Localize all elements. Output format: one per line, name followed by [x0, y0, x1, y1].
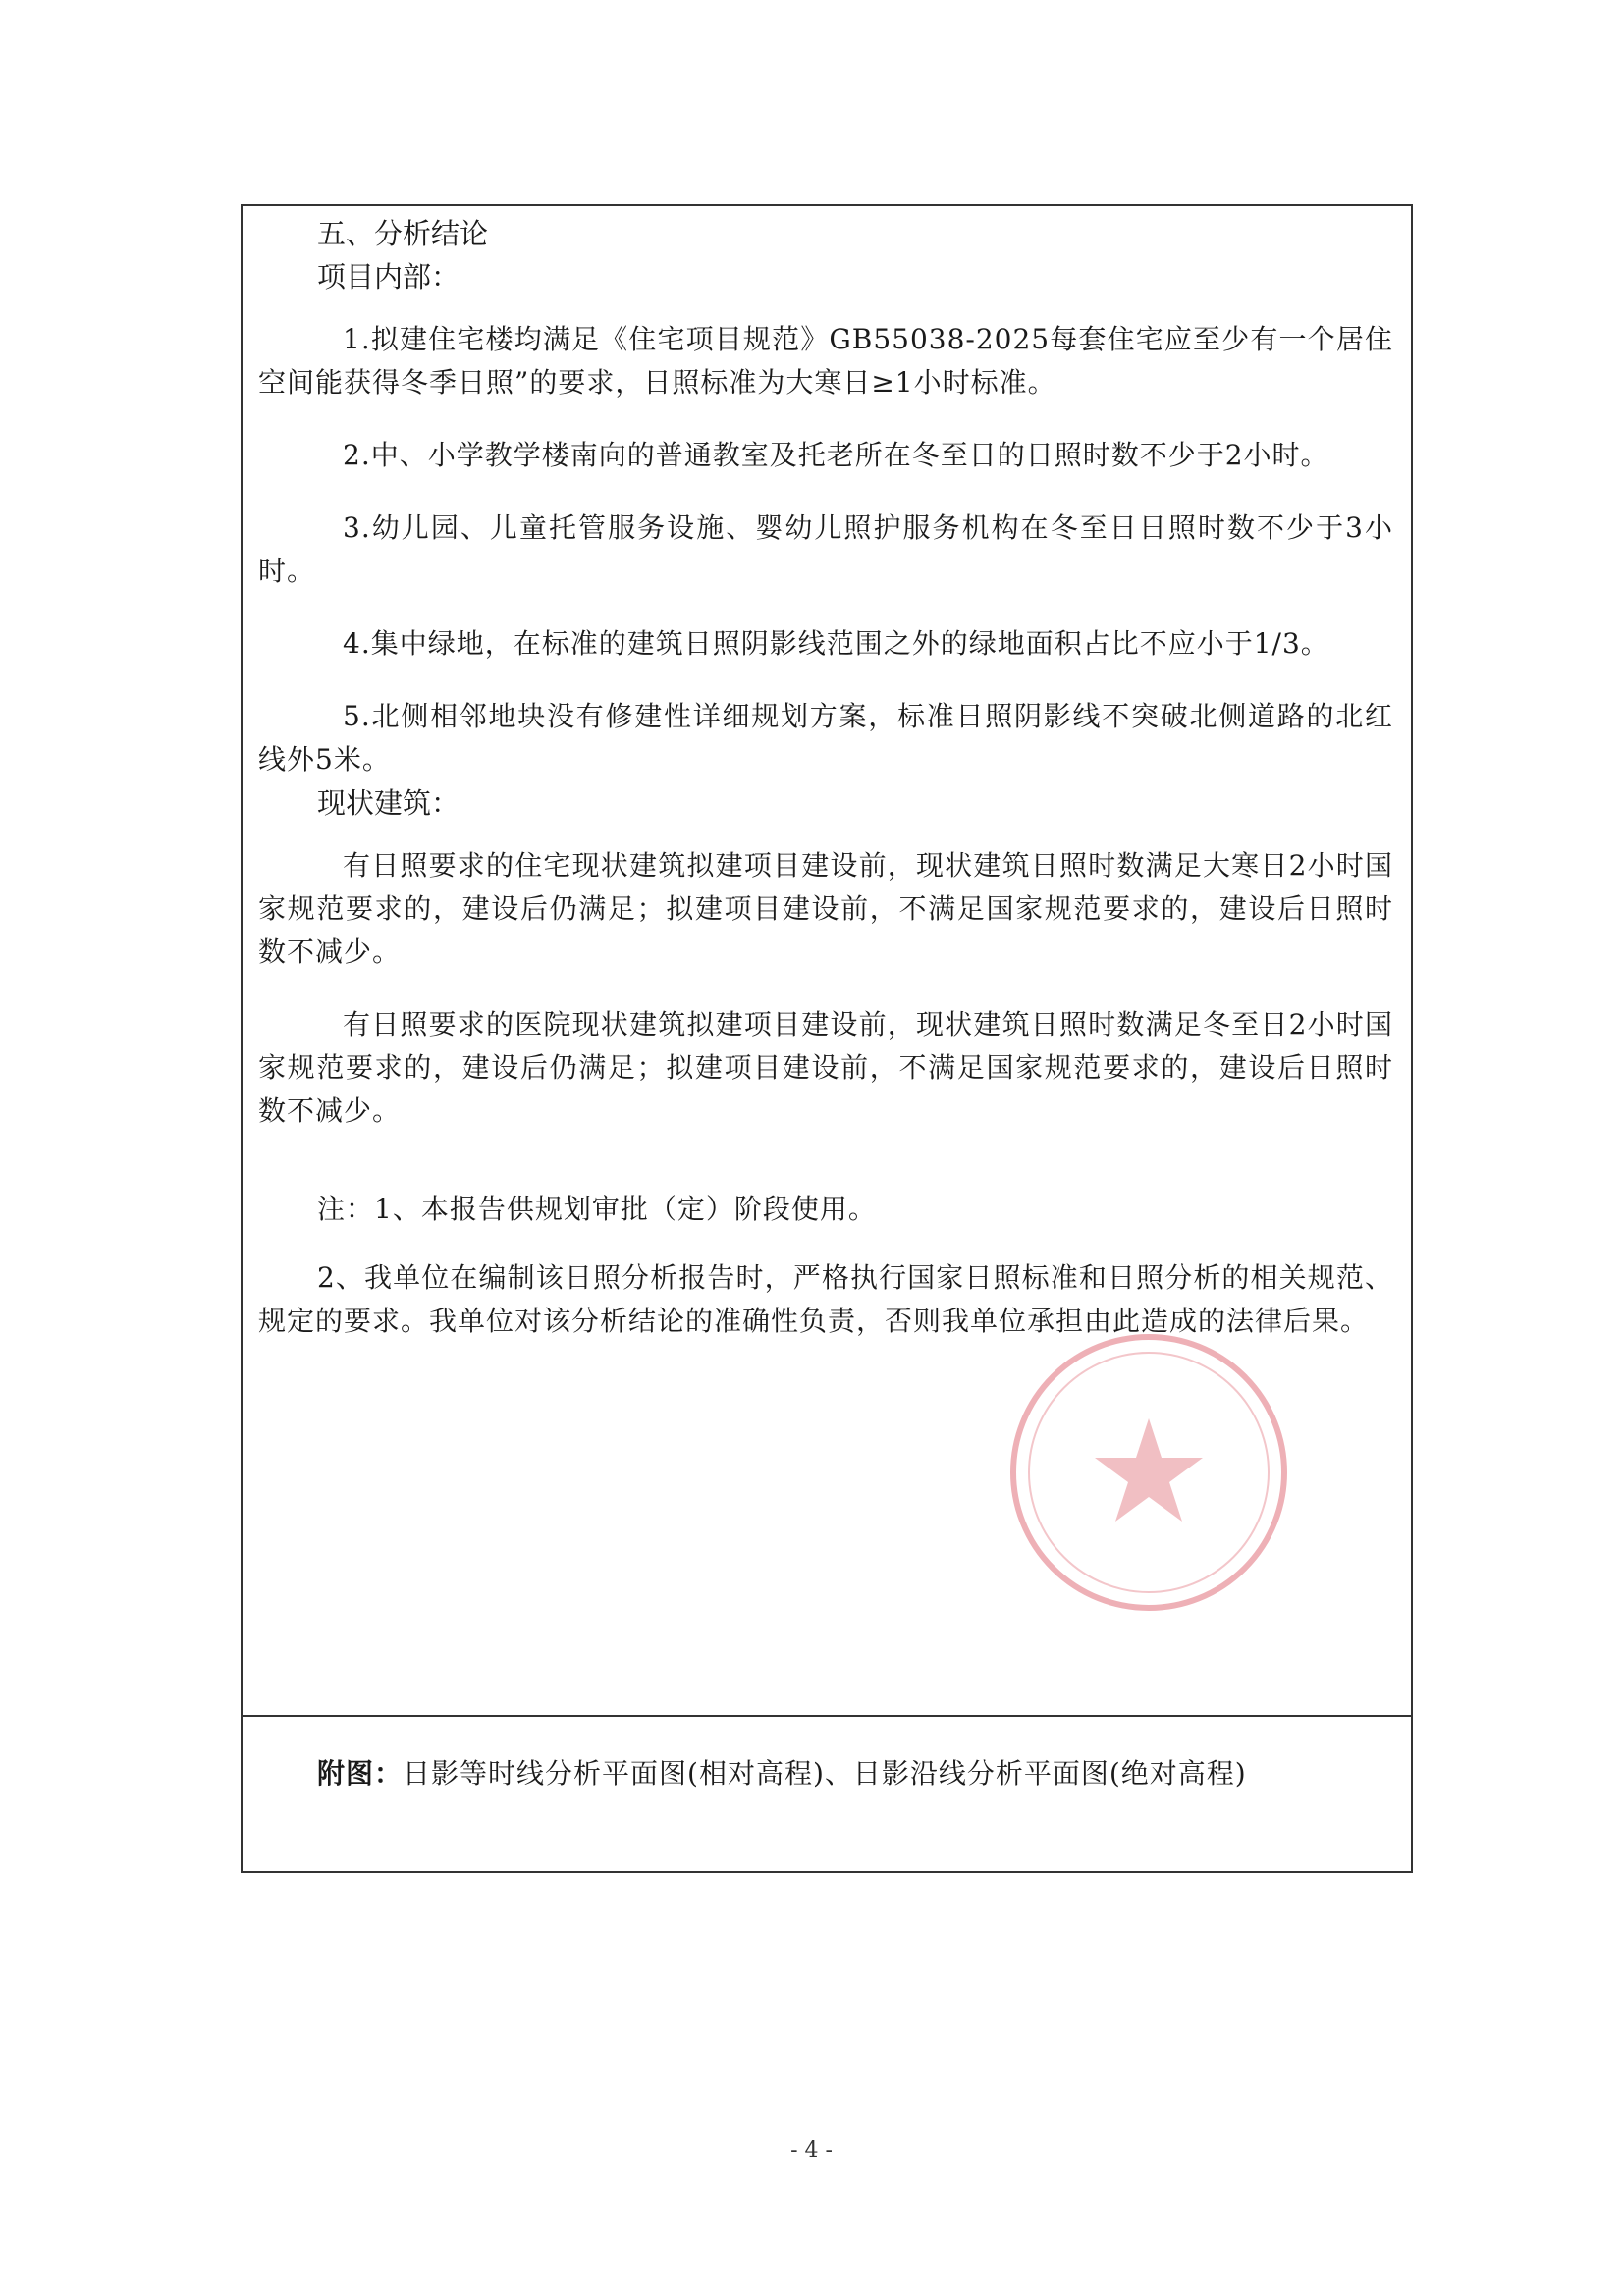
inner-item-2: 2.中、小学教学楼南向的普通教室及托老所在冬至日的日照时数不少于2小时。	[343, 439, 1329, 471]
attachment-divider	[243, 1715, 1411, 1717]
inner-heading: 项目内部：	[317, 260, 460, 294]
document-frame	[241, 204, 1413, 1873]
note-2: 2、我单位在编制该日照分析报告时，严格执行国家日照标准和日照分析的相关规范、规定的要求。我单位对该分析结论的准确性负责，否则我单位承担由此造成的法律后果。	[258, 1261, 1393, 1337]
existing-heading: 现状建筑：	[317, 786, 460, 820]
inner-item-1: 1.拟建住宅楼均满足《住宅项目规范》GB55038-2025每套住宅应至少有一个居住空间能获得冬季日照”的要求，日照标准为大寒日≥1小时标准。	[258, 323, 1393, 399]
attachment-label: 附图：	[317, 1757, 404, 1789]
note-1: 注：1、本报告供规划审批（定）阶段使用。	[317, 1193, 877, 1225]
inner-item-5: 5.北侧相邻地块没有修建性详细规划方案，标准日照阴影线不突破北侧道路的北红线外5米。	[258, 700, 1393, 775]
conclusion-section	[258, 206, 1393, 1343]
inner-item-3: 3.幼儿园、儿童托管服务设施、婴幼儿照护服务机构在冬至日日照时数不少于3小时。	[258, 511, 1393, 587]
attachment-row	[317, 1752, 1393, 1795]
section-title: 五、分析结论	[317, 217, 489, 250]
existing-item-2: 有日照要求的医院现状建筑拟建项目建设前，现状建筑日照时数满足冬至日2小时国家规范要求的，建设后仍满足；拟建项目建设前，不满足国家规范要求的，建设后日照时数不减少。	[258, 1008, 1393, 1127]
inner-item-4: 4.集中绿地，在标准的建筑日照阴影线范围之外的绿地面积占比不应小于1/3。	[343, 627, 1329, 660]
page-number: - 4 -	[790, 2138, 833, 2163]
attachment-text: 日影等时线分析平面图(相对高程)、日影沿线分析平面图(绝对高程)	[403, 1757, 1247, 1789]
existing-item-1: 有日照要求的住宅现状建筑拟建项目建设前，现状建筑日照时数满足大寒日2小时国家规范要求的，建设后仍满足；拟建项目建设前，不满足国家规范要求的，建设后日照时数不减少。	[258, 849, 1393, 968]
